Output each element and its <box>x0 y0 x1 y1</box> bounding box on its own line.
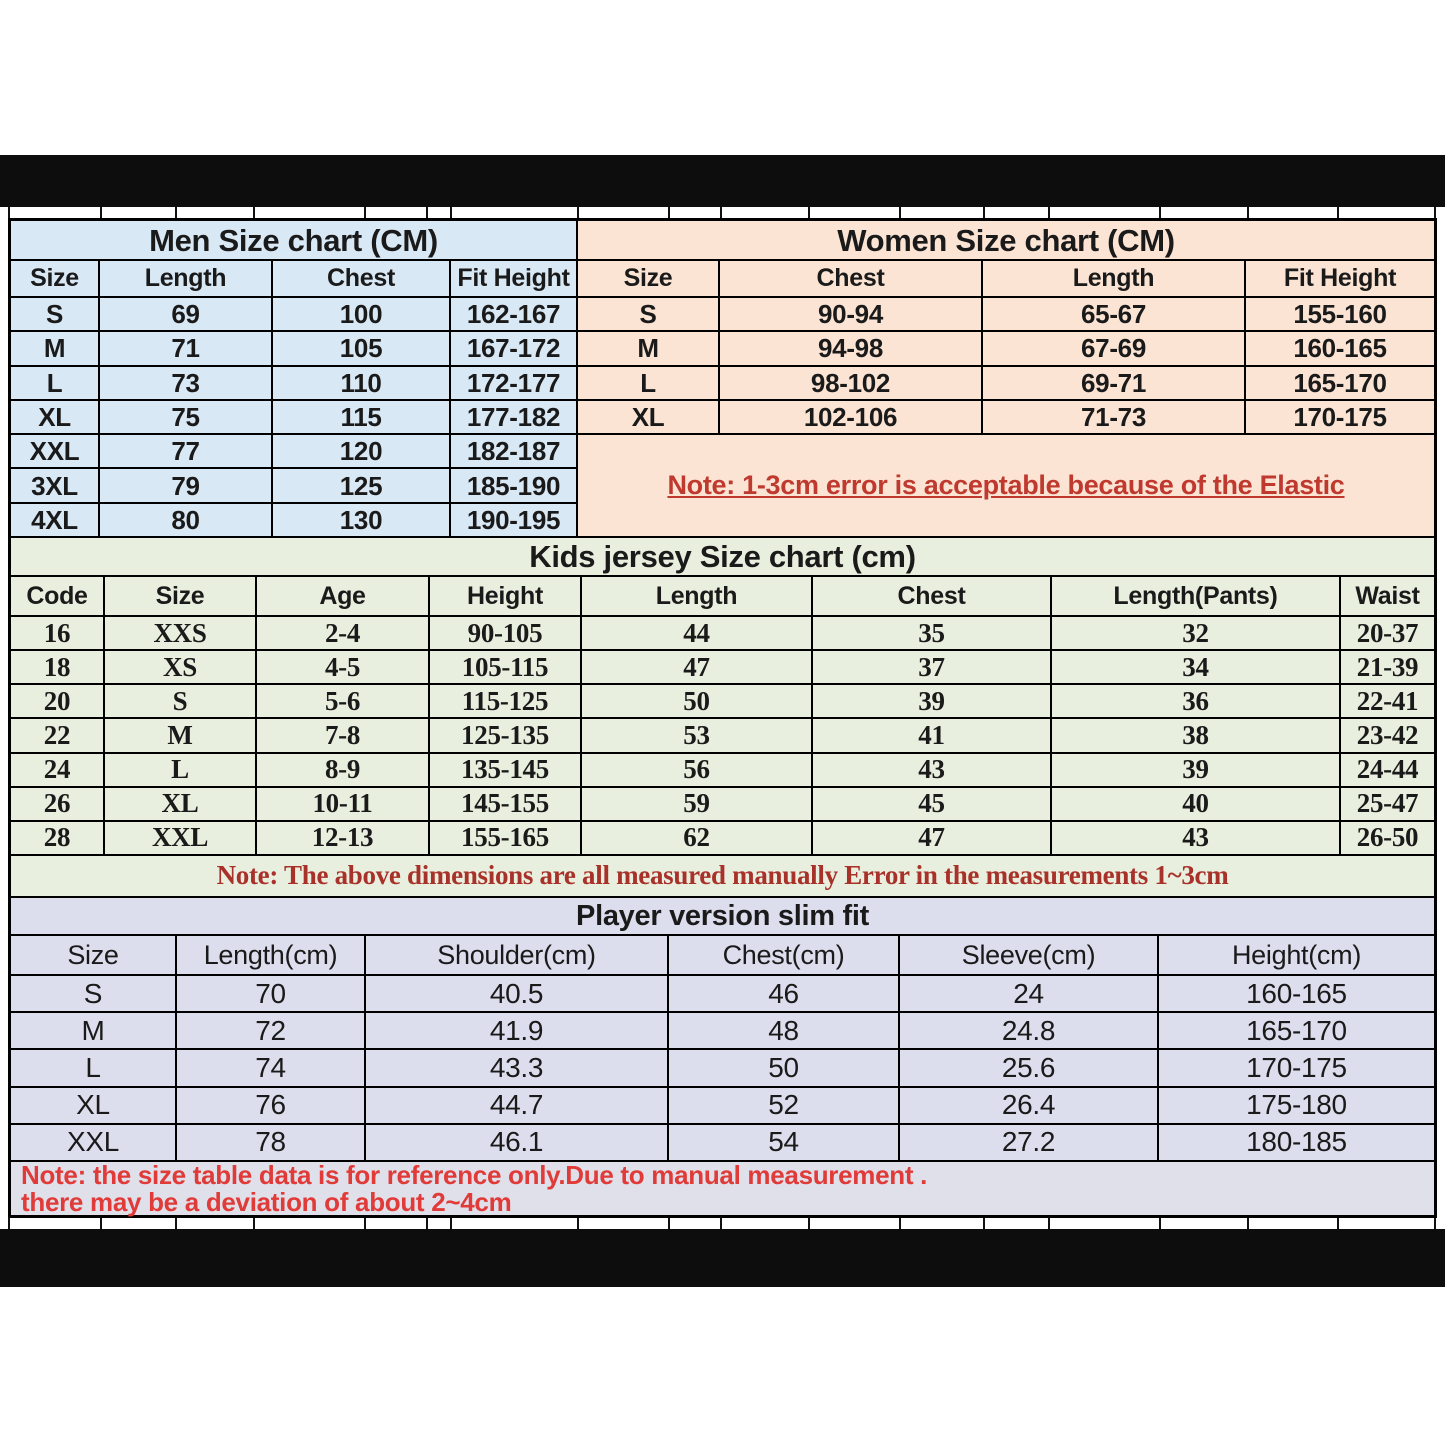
kids-table-cell: 45 <box>813 788 1050 820</box>
kids-size-table <box>11 538 1434 896</box>
women-size-table <box>578 221 1434 536</box>
women-table-cell: 165-170 <box>1246 367 1434 399</box>
tick-mark <box>450 1218 452 1229</box>
tick-mark <box>808 1218 810 1229</box>
women-table-cell: 69-71 <box>983 367 1244 399</box>
kids-table-cell: 47 <box>813 822 1050 854</box>
men-table-title: Men Size chart (CM) <box>11 221 576 259</box>
men-table-cell: 185-190 <box>451 469 576 501</box>
kids-table-cell: 22 <box>11 719 103 751</box>
tick-mark <box>253 1218 255 1229</box>
grid-tick-strip-bottom <box>0 1218 1445 1229</box>
kids-table-cell: 62 <box>582 822 811 854</box>
kids-table-title: Kids jersey Size chart (cm) <box>11 538 1434 575</box>
player-table-cell: XL <box>11 1088 175 1123</box>
men-table-cell: 105 <box>273 332 449 364</box>
men-table-cell: 110 <box>273 367 449 399</box>
player-table-cell: 175-180 <box>1159 1088 1434 1123</box>
tick-mark <box>175 1218 177 1229</box>
kids-column-header: Waist <box>1341 577 1434 615</box>
player-table-cell: 54 <box>669 1125 898 1160</box>
kids-table-cell: XL <box>105 788 255 820</box>
men-table-cell: S <box>11 298 98 330</box>
women-table-cell: 170-175 <box>1246 401 1434 433</box>
women-table-cell: 71-73 <box>983 401 1244 433</box>
player-table-cell: 50 <box>669 1050 898 1085</box>
player-table-cell: L <box>11 1050 175 1085</box>
kids-table-cell: 5-6 <box>257 685 428 717</box>
tick-mark <box>1048 207 1050 218</box>
adult-charts-row <box>11 221 1434 536</box>
women-column-header: Fit Height <box>1246 261 1434 296</box>
men-table-cell: 79 <box>100 469 271 501</box>
kids-column-header: Age <box>257 577 428 615</box>
kids-table-cell: 28 <box>11 822 103 854</box>
kids-column-header: Height <box>430 577 580 615</box>
kids-table-cell: 35 <box>813 617 1050 649</box>
women-table-cell: L <box>578 367 718 399</box>
women-column-header: Length <box>983 261 1244 296</box>
player-table-cell: XXL <box>11 1125 175 1160</box>
tick-mark <box>100 207 102 218</box>
tick-mark <box>426 1218 428 1229</box>
women-table-cell: 65-67 <box>983 298 1244 330</box>
player-table-cell: 180-185 <box>1159 1125 1434 1160</box>
kids-table-cell: 59 <box>582 788 811 820</box>
tick-mark <box>720 1218 722 1229</box>
kids-table-cell: 38 <box>1052 719 1339 751</box>
tick-mark <box>1337 207 1339 218</box>
tick-mark <box>668 207 670 218</box>
player-table-cell: 170-175 <box>1159 1050 1434 1085</box>
men-table-cell: L <box>11 367 98 399</box>
tick-mark <box>1434 207 1436 218</box>
tick-mark <box>253 207 255 218</box>
men-table-cell: 75 <box>100 401 271 433</box>
tick-mark <box>983 207 985 218</box>
kids-table-cell: 20-37 <box>1341 617 1434 649</box>
men-column-header: Length <box>100 261 271 296</box>
kids-table-cell: S <box>105 685 255 717</box>
top-black-bar <box>0 155 1445 207</box>
men-table-cell: 80 <box>100 504 271 536</box>
kids-table-cell: 115-125 <box>430 685 580 717</box>
kids-table-cell: 39 <box>813 685 1050 717</box>
kids-table-cell: 26 <box>11 788 103 820</box>
kids-table-cell: 4-5 <box>257 651 428 683</box>
tick-mark <box>808 207 810 218</box>
kids-table-cell: 21-39 <box>1341 651 1434 683</box>
kids-table-cell: XXL <box>105 822 255 854</box>
tick-mark <box>1159 1218 1161 1229</box>
kids-column-header: Length <box>582 577 811 615</box>
kids-table-cell: 12-13 <box>257 822 428 854</box>
kids-table-cell: 10-11 <box>257 788 428 820</box>
player-table-cell: 72 <box>177 1013 364 1048</box>
men-table-cell: 100 <box>273 298 449 330</box>
men-table-cell: 182-187 <box>451 435 576 467</box>
men-column-header: Chest <box>273 261 449 296</box>
player-column-header: Size <box>11 936 175 974</box>
tick-mark <box>100 1218 102 1229</box>
kids-table-cell: 22-41 <box>1341 685 1434 717</box>
tick-mark <box>364 1218 366 1229</box>
men-table-cell: 177-182 <box>451 401 576 433</box>
men-table-cell: 115 <box>273 401 449 433</box>
men-table-cell: 77 <box>100 435 271 467</box>
bottom-black-bar <box>0 1229 1445 1287</box>
tick-mark <box>1048 1218 1050 1229</box>
kids-table-cell: 18 <box>11 651 103 683</box>
player-column-header: Sleeve(cm) <box>900 936 1157 974</box>
player-column-header: Shoulder(cm) <box>366 936 667 974</box>
kids-table-cell: 34 <box>1052 651 1339 683</box>
tick-mark <box>899 207 901 218</box>
men-table-cell: 162-167 <box>451 298 576 330</box>
player-table-cell: 160-165 <box>1159 976 1434 1011</box>
men-column-header: Fit Height <box>451 261 576 296</box>
kids-table-cell: 37 <box>813 651 1050 683</box>
men-table-cell: XXL <box>11 435 98 467</box>
player-table-cell: 27.2 <box>900 1125 1157 1160</box>
player-table-cell: 52 <box>669 1088 898 1123</box>
men-table-cell: 130 <box>273 504 449 536</box>
player-table-cell: 165-170 <box>1159 1013 1434 1048</box>
tick-mark <box>8 207 10 218</box>
kids-table-cell: 16 <box>11 617 103 649</box>
player-table-cell: 74 <box>177 1050 364 1085</box>
footer-reference-note <box>11 1162 1434 1215</box>
grid-tick-strip-top <box>0 207 1445 218</box>
kids-table-cell: L <box>105 754 255 786</box>
women-elastic-note: Note: 1-3cm error is acceptable because of the Elastic <box>578 435 1434 536</box>
tick-mark <box>1337 1218 1339 1229</box>
tick-mark <box>426 207 428 218</box>
men-table-cell: 3XL <box>11 469 98 501</box>
player-table-cell: 48 <box>669 1013 898 1048</box>
men-table-cell: M <box>11 332 98 364</box>
player-table-cell: 43.3 <box>366 1050 667 1085</box>
women-table-title: Women Size chart (CM) <box>578 221 1434 259</box>
men-table-cell: 120 <box>273 435 449 467</box>
kids-table-cell: 56 <box>582 754 811 786</box>
player-size-table <box>11 898 1434 1160</box>
kids-table-cell: M <box>105 719 255 751</box>
kids-table-cell: 23-42 <box>1341 719 1434 751</box>
kids-table-cell: 36 <box>1052 685 1339 717</box>
kids-table-cell: XXS <box>105 617 255 649</box>
tick-mark <box>668 1218 670 1229</box>
kids-table-cell: 145-155 <box>430 788 580 820</box>
kids-table-cell: XS <box>105 651 255 683</box>
tick-mark <box>364 207 366 218</box>
tick-mark <box>1247 207 1249 218</box>
kids-table-cell: 50 <box>582 685 811 717</box>
player-table-cell: 26.4 <box>900 1088 1157 1123</box>
kids-table-cell: 8-9 <box>257 754 428 786</box>
kids-table-cell: 25-47 <box>1341 788 1434 820</box>
player-table-cell: 40.5 <box>366 976 667 1011</box>
women-table-cell: M <box>578 332 718 364</box>
tick-mark <box>175 207 177 218</box>
men-table-cell: 71 <box>100 332 271 364</box>
kids-table-cell: 155-165 <box>430 822 580 854</box>
tick-mark <box>8 1218 10 1229</box>
tick-mark <box>1434 1218 1436 1229</box>
player-table-cell: 44.7 <box>366 1088 667 1123</box>
kids-table-cell: 24-44 <box>1341 754 1434 786</box>
women-column-header: Chest <box>720 261 981 296</box>
kids-column-header: Size <box>105 577 255 615</box>
kids-table-cell: 41 <box>813 719 1050 751</box>
men-table-cell: 4XL <box>11 504 98 536</box>
player-table-cell: S <box>11 976 175 1011</box>
footer-note-line1: Note: the size table data is for reference only.Due to manual measurement . <box>21 1160 928 1190</box>
player-table-cell: 46.1 <box>366 1125 667 1160</box>
player-table-cell: 70 <box>177 976 364 1011</box>
kids-column-header: Chest <box>813 577 1050 615</box>
kids-table-cell: 135-145 <box>430 754 580 786</box>
women-table-cell: 94-98 <box>720 332 981 364</box>
kids-column-header: Code <box>11 577 103 615</box>
kids-table-cell: 105-115 <box>430 651 580 683</box>
player-table-cell: 41.9 <box>366 1013 667 1048</box>
men-table-cell: 69 <box>100 298 271 330</box>
kids-table-cell: 32 <box>1052 617 1339 649</box>
women-table-cell: XL <box>578 401 718 433</box>
player-table-cell: 78 <box>177 1125 364 1160</box>
tick-mark <box>1247 1218 1249 1229</box>
size-chart-grid <box>8 218 1437 1218</box>
kids-table-cell: 90-105 <box>430 617 580 649</box>
kids-table-cell: 24 <box>11 754 103 786</box>
men-table-cell: 172-177 <box>451 367 576 399</box>
player-column-header: Chest(cm) <box>669 936 898 974</box>
men-table-cell: 190-195 <box>451 504 576 536</box>
kids-measurement-note: Note: The above dimensions are all measured manually Error in the measurements 1~3cm <box>11 856 1434 896</box>
tick-mark <box>577 207 579 218</box>
women-table-cell: 102-106 <box>720 401 981 433</box>
kids-table-cell: 43 <box>1052 822 1339 854</box>
men-size-table <box>11 221 576 536</box>
women-table-cell: 160-165 <box>1246 332 1434 364</box>
player-table-cell: M <box>11 1013 175 1048</box>
women-column-header: Size <box>578 261 718 296</box>
women-table-cell: 98-102 <box>720 367 981 399</box>
player-table-cell: 25.6 <box>900 1050 1157 1085</box>
player-table-cell: 76 <box>177 1088 364 1123</box>
men-column-header: Size <box>11 261 98 296</box>
kids-table-cell: 2-4 <box>257 617 428 649</box>
kids-table-cell: 20 <box>11 685 103 717</box>
player-column-header: Length(cm) <box>177 936 364 974</box>
tick-mark <box>720 207 722 218</box>
kids-table-cell: 39 <box>1052 754 1339 786</box>
tick-mark <box>1159 207 1161 218</box>
kids-column-header: Length(Pants) <box>1052 577 1339 615</box>
tick-mark <box>899 1218 901 1229</box>
footer-note-line2: there may be a deviation of about 2~4cm <box>21 1187 512 1217</box>
kids-table-cell: 7-8 <box>257 719 428 751</box>
player-table-title: Player version slim fit <box>11 898 1434 934</box>
tick-mark <box>450 207 452 218</box>
player-column-header: Height(cm) <box>1159 936 1434 974</box>
women-table-cell: 67-69 <box>983 332 1244 364</box>
men-table-cell: 167-172 <box>451 332 576 364</box>
men-table-cell: XL <box>11 401 98 433</box>
kids-table-cell: 43 <box>813 754 1050 786</box>
kids-table-cell: 40 <box>1052 788 1339 820</box>
men-table-cell: 125 <box>273 469 449 501</box>
player-table-cell: 46 <box>669 976 898 1011</box>
tick-mark <box>577 1218 579 1229</box>
kids-table-cell: 53 <box>582 719 811 751</box>
kids-table-cell: 44 <box>582 617 811 649</box>
men-table-cell: 73 <box>100 367 271 399</box>
player-table-cell: 24 <box>900 976 1157 1011</box>
kids-table-cell: 26-50 <box>1341 822 1434 854</box>
women-table-cell: S <box>578 298 718 330</box>
women-table-cell: 155-160 <box>1246 298 1434 330</box>
tick-mark <box>983 1218 985 1229</box>
kids-table-cell: 47 <box>582 651 811 683</box>
women-table-cell: 90-94 <box>720 298 981 330</box>
kids-table-cell: 125-135 <box>430 719 580 751</box>
player-table-cell: 24.8 <box>900 1013 1157 1048</box>
